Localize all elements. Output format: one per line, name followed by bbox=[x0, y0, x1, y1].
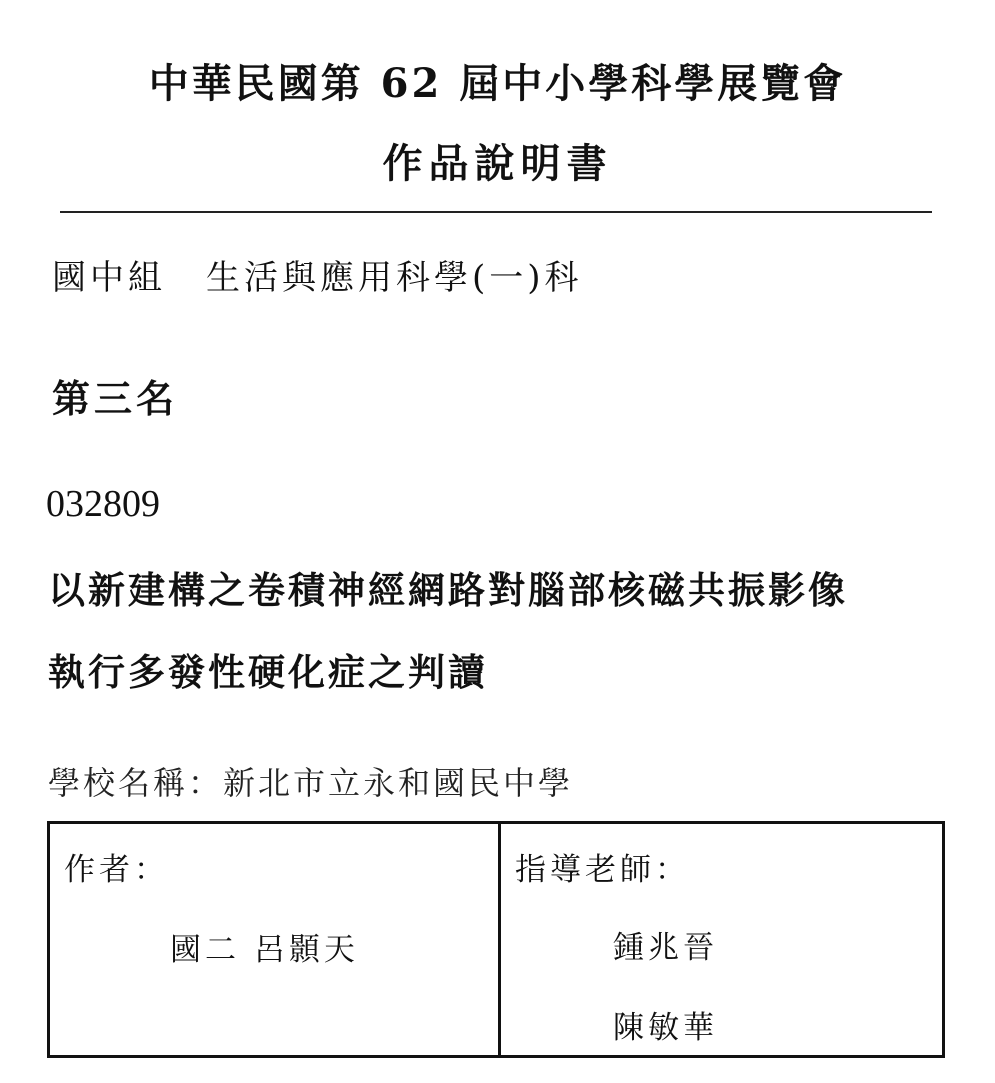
work-title-line-1: 以新建構之卷積神經網路對腦部核磁共振影像 bbox=[48, 568, 848, 612]
entry-code: 032809 bbox=[46, 483, 160, 525]
title-divider bbox=[60, 211, 932, 213]
work-title-line-2: 執行多發性硬化症之判讀 bbox=[48, 650, 488, 694]
document-subtitle: 作品說明書 bbox=[382, 140, 613, 187]
advisor-name-2: 陳敏華 bbox=[613, 1010, 718, 1046]
author-label: 作者： bbox=[64, 852, 169, 888]
award-rank: 第三名 bbox=[52, 376, 179, 421]
advisor-name-1: 鍾兆晉 bbox=[613, 930, 718, 966]
author-cell bbox=[50, 824, 501, 1055]
document-title: 中華民國第 62 屆中小學科學展覽會 bbox=[148, 60, 847, 107]
category-line bbox=[52, 250, 583, 299]
credits-table bbox=[47, 821, 945, 1058]
advisor-cell bbox=[501, 824, 942, 1055]
author-name: 國二 呂顥天 bbox=[170, 932, 359, 968]
group-label: 國中組 bbox=[52, 258, 166, 298]
subject-label: 生活與應用科學(一)科 bbox=[206, 258, 583, 298]
advisor-label: 指導老師： bbox=[515, 852, 690, 888]
school-name: 學校名稱：新北市立永和國民中學 bbox=[48, 764, 574, 802]
